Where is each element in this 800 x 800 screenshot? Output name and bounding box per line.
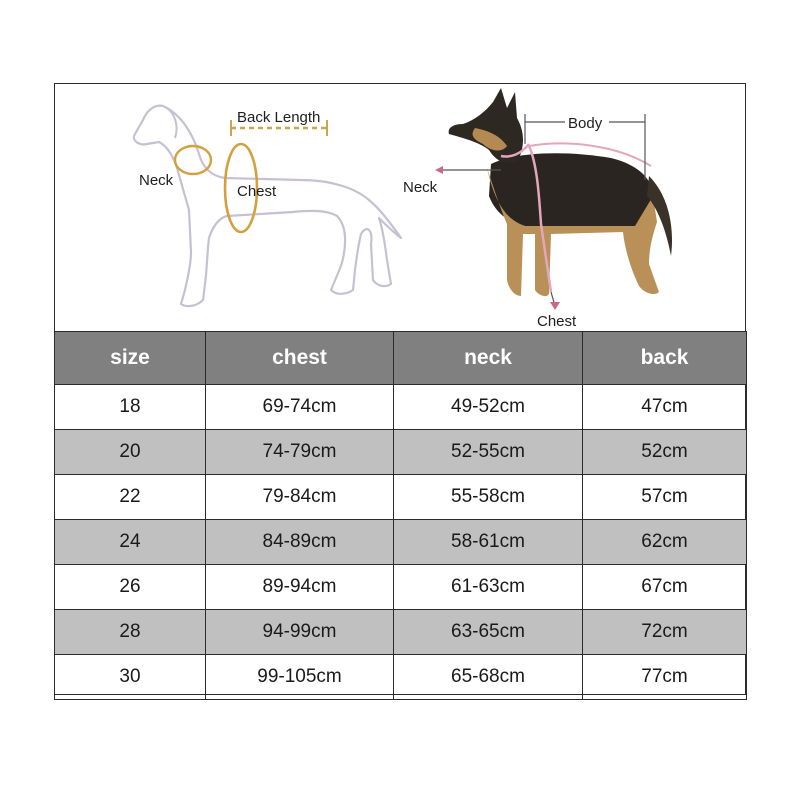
header-neck: neck	[394, 332, 583, 385]
table-row	[55, 520, 747, 565]
cell-back: 67cm	[583, 565, 747, 610]
cell-size: 26	[55, 565, 206, 610]
cell-back: 47cm	[583, 385, 747, 430]
header-back: back	[583, 332, 747, 385]
cell-neck: 49-52cm	[394, 385, 583, 430]
cell-neck: 55-58cm	[394, 475, 583, 520]
shepherd-dog-body	[489, 153, 653, 226]
cell-chest: 79-84cm	[206, 475, 394, 520]
header-size: size	[55, 332, 206, 385]
cell-chest: 99-105cm	[206, 655, 394, 700]
cell-back: 72cm	[583, 610, 747, 655]
cell-size: 24	[55, 520, 206, 565]
shepherd-dog-diagram	[403, 88, 672, 330]
right-chest-label: Chest	[537, 313, 577, 330]
size-chart-frame	[54, 83, 746, 695]
cell-chest: 89-94cm	[206, 565, 394, 610]
cell-size: 28	[55, 610, 206, 655]
table-row	[55, 655, 747, 700]
shepherd-dog-head	[449, 88, 523, 163]
chest-pointer-arrow	[550, 302, 560, 310]
table-row	[55, 385, 747, 430]
right-neck-label: Neck	[403, 179, 438, 196]
cell-back: 57cm	[583, 475, 747, 520]
table-header-row	[55, 332, 747, 385]
cell-neck: 52-55cm	[394, 430, 583, 475]
cell-chest: 94-99cm	[206, 610, 394, 655]
right-body-label: Body	[568, 115, 603, 132]
left-neck-label: Neck	[139, 172, 174, 189]
header-chest: chest	[206, 332, 394, 385]
cell-neck: 65-68cm	[394, 655, 583, 700]
neck-pointer-arrow	[435, 166, 443, 174]
cell-back: 77cm	[583, 655, 747, 700]
size-table	[54, 331, 747, 700]
outline-dog-diagram	[134, 106, 401, 306]
cell-size: 18	[55, 385, 206, 430]
table-row	[55, 565, 747, 610]
table-row	[55, 430, 747, 475]
cell-back: 52cm	[583, 430, 747, 475]
cell-neck: 58-61cm	[394, 520, 583, 565]
cell-size: 20	[55, 430, 206, 475]
cell-chest: 84-89cm	[206, 520, 394, 565]
cell-neck: 61-63cm	[394, 565, 583, 610]
cell-back: 62cm	[583, 520, 747, 565]
back-length-label: Back Length	[237, 109, 321, 126]
left-chest-label: Chest	[237, 183, 277, 200]
neck-measure-loop	[175, 146, 211, 174]
cell-chest: 69-74cm	[206, 385, 394, 430]
cell-size: 22	[55, 475, 206, 520]
cell-size: 30	[55, 655, 206, 700]
table-row	[55, 475, 747, 520]
outline-dog-silhouette	[134, 106, 401, 306]
measurement-diagram	[55, 84, 745, 330]
measurement-illustration	[55, 84, 745, 330]
cell-chest: 74-79cm	[206, 430, 394, 475]
cell-neck: 63-65cm	[394, 610, 583, 655]
table-row	[55, 610, 747, 655]
